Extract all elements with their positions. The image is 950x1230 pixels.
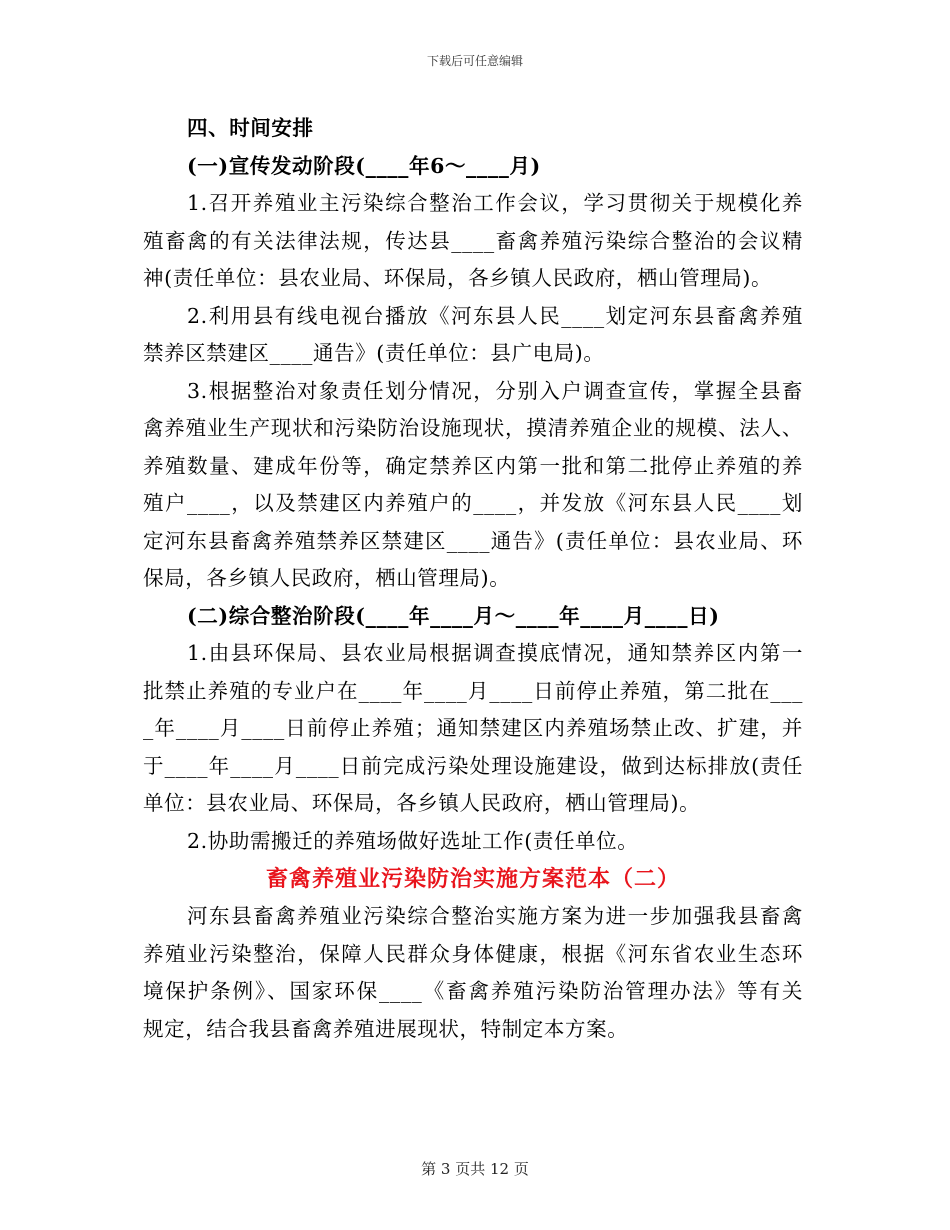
paragraph-line: 殖户____，以及禁建区内养殖户的____，并发放《河东县人民____划 xyxy=(143,491,803,515)
paragraph-line: 批禁止养殖的专业户在____年____月____日前停止养殖，第二批在___ xyxy=(143,678,803,703)
paragraph-line: 单位：县农业局、环保局，各乡镇人民政府，栖山管理局)。 xyxy=(143,791,701,815)
paragraph-line: 3.根据整治对象责任划分情况，分别入户调查宣传，掌握全县畜 xyxy=(187,378,803,403)
paragraph-line: 河东县畜禽养殖业污染综合整治实施方案为进一步加强我县畜禽 xyxy=(187,904,803,928)
paragraph-line: 神(责任单位：县农业局、环保局，各乡镇人民政府，栖山管理局)。 xyxy=(143,266,773,290)
document-body xyxy=(143,110,803,1048)
paragraph-line: 保局，各乡镇人民政府，栖山管理局)。 xyxy=(143,566,511,590)
paragraph-line: 定河东县畜禽养殖禁养区禁建区____通告》(责任单位：县农业局、环 xyxy=(143,528,803,553)
paragraph-line: 境保护条例》、国家环保____《畜禽养殖污染防治管理办法》等有关 xyxy=(143,979,803,1003)
paragraph-line: 1.由县环保局、县农业局根据调查摸底情况，通知禁养区内第一 xyxy=(187,641,803,665)
section-heading: 四、时间安排 xyxy=(187,116,314,140)
page-footer: 第 3 页共 12 页 xyxy=(421,1160,529,1178)
document-title: 畜禽养殖业污染防治实施方案范本（二） xyxy=(265,866,680,892)
paragraph-line: 养殖数量、建成年份等，确定禁养区内第一批和第二批停止养殖的养 xyxy=(143,453,803,478)
paragraph-line: 养殖业污染整治，保障人民群众身体健康，根据《河东省农业生态环 xyxy=(143,941,803,966)
page-header: 下载后可任意编辑 xyxy=(426,54,523,68)
subsection-heading: (二)综合整治阶段(____年____月～____年____月____日) xyxy=(187,603,720,628)
paragraph-line: 于____年____月____日前完成污染处理设施建设，做到达标排放(责任 xyxy=(143,753,803,778)
paragraph-line: 2.利用县有线电视台播放《河东县人民____划定河东县畜禽养殖 xyxy=(187,303,803,328)
paragraph-line: 1.召开养殖业主污染综合整治工作会议，学习贯彻关于规模化养 xyxy=(187,191,803,215)
paragraph-line: 禽养殖业生产现状和污染防治设施现状，摸清养殖企业的规模、法人、 xyxy=(143,416,803,440)
subsection-heading: (一)宣传发动阶段(____年6～____月) xyxy=(187,153,541,178)
paragraph-line: 2.协助需搬迁的养殖场做好选址工作(责任单位。 xyxy=(187,828,639,853)
paragraph-line: _年____月____日前停止养殖；通知禁建区内养殖场禁止改、扩建，并 xyxy=(143,716,803,740)
paragraph-line: 殖畜禽的有关法律法规，传达县____畜禽养殖污染综合整治的会议精 xyxy=(143,228,803,253)
paragraph-line: 规定，结合我县畜禽养殖进展现状，特制定本方案。 xyxy=(143,1016,629,1041)
paragraph-line: 禁养区禁建区____通告》(责任单位：县广电局)。 xyxy=(143,341,605,365)
